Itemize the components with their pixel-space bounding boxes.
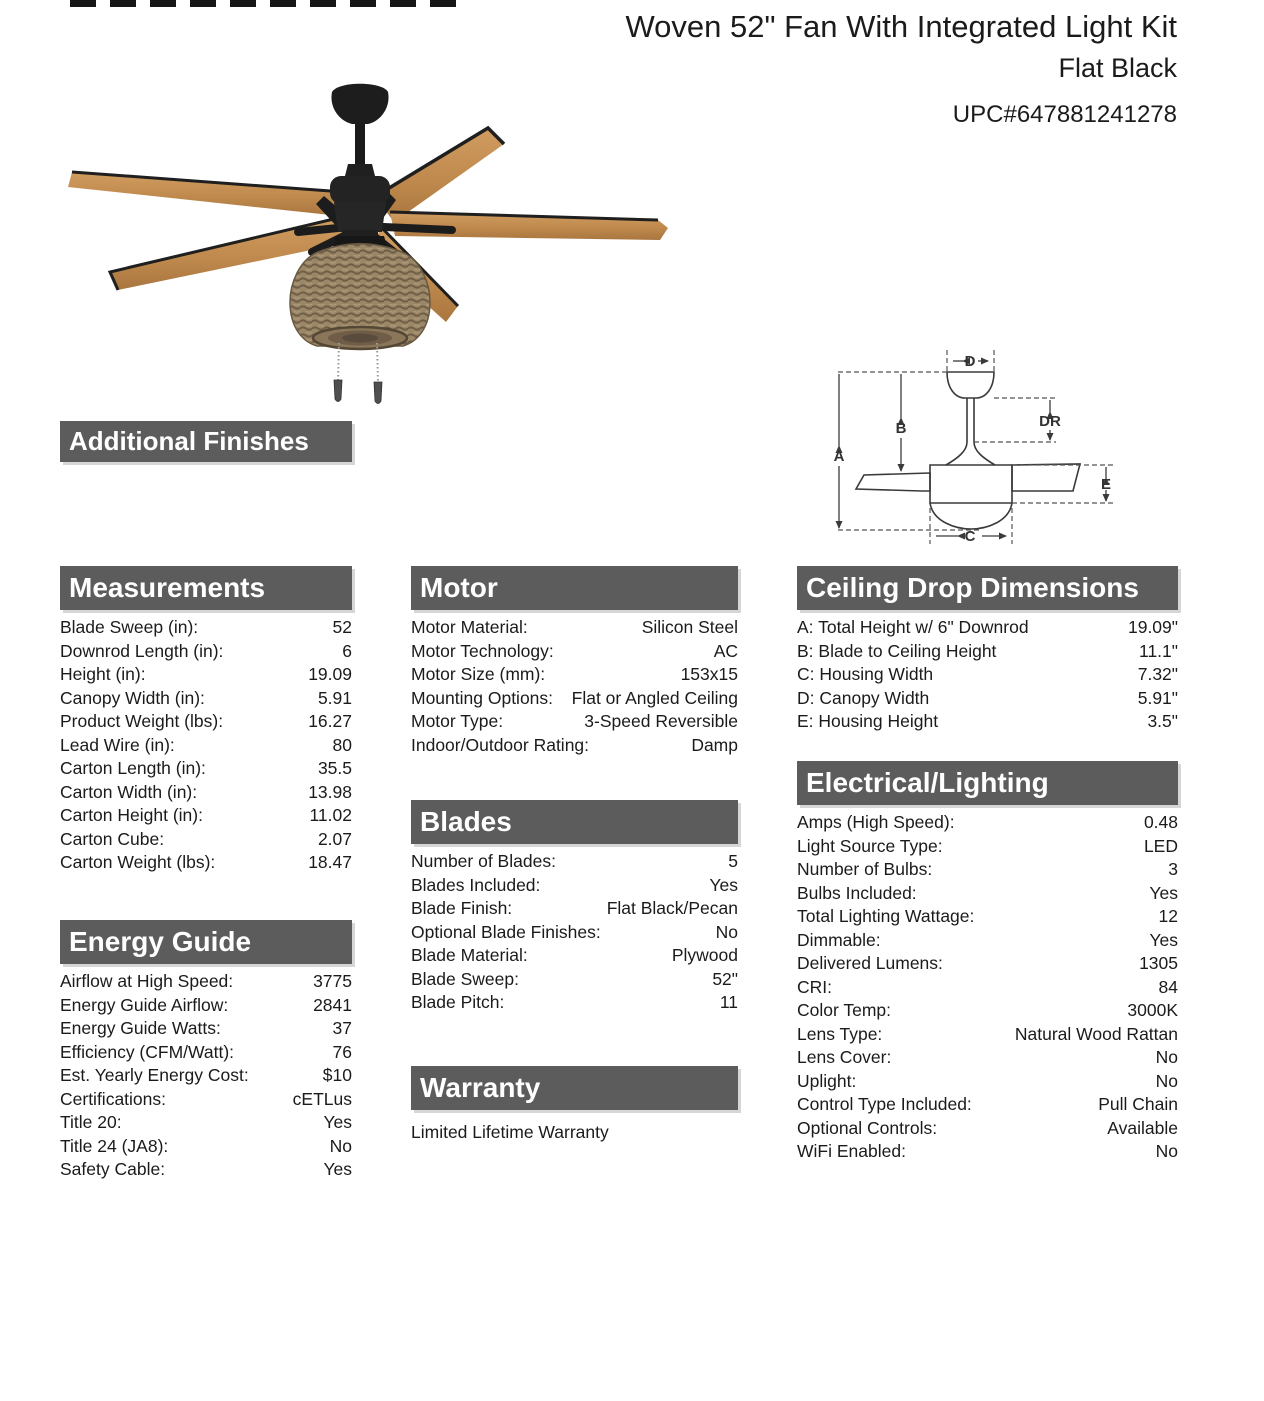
spec-label: Canopy Width (in): — [60, 687, 205, 708]
spec-label: Carton Weight (lbs): — [60, 852, 216, 872]
spec-row — [797, 687, 1178, 711]
upc-code: UPC#647881241278 — [952, 101, 1177, 128]
dimension-arrows — [839, 361, 1106, 536]
spec-label: Indoor/Outdoor Rating: — [411, 734, 590, 755]
fan-blade-upper-left — [68, 172, 344, 216]
spec-row — [411, 687, 738, 711]
blades-section — [411, 800, 738, 1015]
motor-rows — [411, 610, 738, 757]
spec-label: Total Lighting Wattage: — [797, 906, 975, 926]
spec-label: Height (in): — [60, 664, 146, 684]
spec-row — [797, 952, 1178, 976]
diagram-bottom-dome — [930, 503, 1012, 529]
label-dr: DR — [1039, 413, 1061, 430]
spec-row — [60, 851, 352, 875]
spec-value: No — [1155, 1141, 1178, 1161]
spec-value: 80 — [332, 734, 352, 755]
spec-row — [797, 858, 1178, 882]
spec-value: 7.32" — [1137, 664, 1178, 684]
spec-label: Light Source Type: — [797, 835, 943, 856]
spec-label: Product Weight (lbs): — [60, 711, 224, 731]
dimension-diagram-svg — [822, 338, 1182, 563]
spec-value: 35.5 — [317, 758, 352, 778]
ceiling-drop-rows — [797, 610, 1178, 734]
spec-value: 84 — [1158, 976, 1178, 997]
electrical-lighting-section — [797, 761, 1178, 1164]
energy-guide-section — [60, 920, 352, 1182]
spec-row — [797, 710, 1178, 734]
spec-value: 13.98 — [308, 781, 352, 802]
ceiling-drop-header: Ceiling Drop Dimensions — [797, 566, 1178, 610]
spec-row — [797, 1070, 1178, 1094]
spec-row — [411, 640, 738, 664]
measurements-rows — [60, 610, 352, 875]
additional-finishes-header: Additional Finishes — [60, 421, 352, 462]
label-d: D — [964, 353, 976, 370]
spec-value: Flat Black/Pecan — [606, 898, 738, 918]
spec-row — [411, 734, 738, 758]
diagram-canopy — [947, 372, 994, 398]
spec-label: Amps (High Speed): — [797, 812, 955, 832]
spec-label: D: Canopy Width — [797, 687, 930, 708]
fan-illustration — [60, 80, 680, 410]
spec-value: Silicon Steel — [641, 617, 738, 637]
spec-value: 5.91 — [317, 687, 352, 708]
spec-row — [60, 781, 352, 805]
spec-value: 76 — [332, 1041, 352, 1062]
spec-label: Motor Material: — [411, 617, 528, 637]
spec-row — [60, 710, 352, 734]
spec-label: Control Type Included: — [797, 1094, 972, 1114]
spec-label: Blade Sweep (in): — [60, 617, 199, 637]
label-e: E — [1100, 476, 1112, 493]
fan-outline — [856, 372, 1080, 529]
construction-lines — [838, 350, 1114, 544]
spec-row — [60, 804, 352, 828]
spec-row — [411, 921, 738, 945]
dimension-diagram — [822, 338, 1182, 563]
spec-value: 12 — [1158, 906, 1178, 926]
spec-row — [411, 663, 738, 687]
spec-value: 3-Speed Reversible — [584, 711, 738, 731]
spec-label: B: Blade to Ceiling Height — [797, 640, 997, 661]
spec-value: 3.5" — [1147, 711, 1178, 731]
spec-row — [797, 811, 1178, 835]
spec-label: Blade Sweep: — [411, 968, 519, 989]
spec-row — [411, 850, 738, 874]
spec-value: Available — [1107, 1117, 1178, 1138]
spec-label: Certifications: — [60, 1088, 167, 1109]
spec-row — [797, 999, 1178, 1023]
spec-row — [60, 1017, 352, 1041]
spec-row — [411, 710, 738, 734]
spec-row — [797, 882, 1178, 906]
electrical-lighting-header: Electrical/Lighting — [797, 761, 1178, 805]
spec-label: Color Temp: — [797, 1000, 892, 1020]
spec-row — [60, 1041, 352, 1065]
spec-row — [60, 757, 352, 781]
energy-guide-header: Energy Guide — [60, 920, 352, 964]
diagram-housing — [930, 465, 1012, 503]
spec-value: Yes — [1149, 882, 1178, 903]
spec-row — [60, 663, 352, 687]
spec-label: Energy Guide Airflow: — [60, 994, 229, 1015]
page-title: Woven 52" Fan With Integrated Light Kit — [625, 9, 1177, 44]
spec-value: No — [329, 1135, 352, 1156]
spec-label: Downrod Length (in): — [60, 640, 224, 661]
spec-value: 19.09 — [308, 664, 352, 684]
motor-section — [411, 566, 738, 757]
spec-label: E: Housing Height — [797, 711, 939, 731]
spec-value: 18.47 — [308, 852, 352, 872]
spec-label: Title 24 (JA8): — [60, 1135, 169, 1156]
spec-row — [797, 905, 1178, 929]
shade-bottom-center — [342, 334, 378, 343]
spec-value: Natural Wood Rattan — [1014, 1023, 1178, 1044]
spec-row — [60, 1158, 352, 1182]
spec-label: Carton Length (in): — [60, 758, 206, 778]
spec-label: Motor Type: — [411, 711, 504, 731]
spec-value: cETLus — [292, 1088, 352, 1109]
spec-label: Est. Yearly Energy Cost: — [60, 1065, 249, 1085]
spec-value: 11.02 — [309, 805, 352, 825]
spec-value: Pull Chain — [1098, 1094, 1178, 1114]
spec-value: 16.27 — [308, 711, 352, 731]
spec-value: 5.91" — [1137, 687, 1178, 708]
spec-label: WiFi Enabled: — [797, 1141, 906, 1161]
warranty-header: Warranty — [411, 1066, 738, 1110]
downrod — [355, 122, 365, 166]
label-c: C — [964, 528, 976, 545]
spec-value: Flat or Angled Ceiling — [571, 687, 738, 708]
electrical-lighting-rows — [797, 805, 1178, 1164]
spec-row — [60, 1088, 352, 1112]
spec-value: 2841 — [313, 994, 352, 1015]
spec-value: 37 — [332, 1018, 352, 1038]
fan-product-image — [60, 80, 680, 410]
spec-label: Carton Cube: — [60, 828, 165, 849]
spec-row — [797, 1023, 1178, 1047]
spec-row — [60, 1111, 352, 1135]
spec-row — [797, 640, 1178, 664]
spec-value: LED — [1143, 835, 1178, 856]
spec-row — [60, 616, 352, 640]
spec-row — [60, 970, 352, 994]
spec-label: Safety Cable: — [60, 1159, 166, 1179]
spec-value: 52 — [332, 617, 352, 637]
motor-header: Motor — [411, 566, 738, 610]
spec-row — [797, 1140, 1178, 1164]
spec-label: Carton Width (in): — [60, 781, 198, 802]
blades-header: Blades — [411, 800, 738, 844]
motor-body — [334, 202, 386, 232]
spec-value: 0.48 — [1143, 812, 1178, 832]
measurements-header: Measurements — [60, 566, 352, 610]
spec-label: CRI: — [797, 976, 832, 997]
title-block — [625, 8, 1177, 130]
spec-label: Mounting Options: — [411, 687, 554, 708]
spec-value: 52" — [712, 968, 738, 989]
spec-row — [797, 1117, 1178, 1141]
spec-label: Number of Bulbs: — [797, 859, 933, 879]
diagram-right-blade — [1012, 464, 1080, 491]
fan-blade-upper-right — [376, 128, 504, 222]
spec-value: 2.07 — [317, 828, 352, 849]
spec-value: Yes — [1149, 929, 1178, 950]
spec-label: A: Total Height w/ 6" Downrod — [797, 617, 1029, 637]
spec-value: 3000K — [1127, 1000, 1178, 1020]
spec-row — [797, 835, 1178, 859]
spec-label: Optional Controls: — [797, 1117, 938, 1138]
spec-label: Number of Blades: — [411, 851, 556, 871]
spec-row — [797, 663, 1178, 687]
spec-row — [411, 944, 738, 968]
chain-pull-right — [374, 382, 382, 404]
spec-label: Airflow at High Speed: — [60, 971, 234, 991]
spec-label: Delivered Lumens: — [797, 953, 943, 973]
spec-row — [60, 994, 352, 1018]
spec-value: 6 — [342, 640, 352, 661]
motor-hub — [330, 176, 390, 204]
warranty-section — [411, 1066, 738, 1144]
spec-row — [60, 828, 352, 852]
spec-label: Motor Size (mm): — [411, 664, 546, 684]
pull-chains — [334, 343, 382, 404]
spec-value: Yes — [323, 1159, 352, 1179]
dimension-labels — [834, 353, 1111, 545]
spec-row — [411, 968, 738, 992]
label-a: A — [833, 448, 845, 465]
spec-row — [411, 897, 738, 921]
spec-label: Bulbs Included: — [797, 882, 917, 903]
spec-label: Lens Type: — [797, 1023, 883, 1044]
spec-row — [60, 687, 352, 711]
spec-label: Energy Guide Watts: — [60, 1018, 221, 1038]
spec-label: Title 20: — [60, 1112, 122, 1132]
chain-pull-left — [334, 380, 342, 402]
spec-value: 11 — [719, 992, 738, 1012]
label-b: B — [895, 420, 907, 437]
spec-row — [411, 616, 738, 640]
energy-guide-rows — [60, 964, 352, 1182]
spec-value: 3 — [1168, 859, 1178, 879]
finish-name: Flat Black — [1058, 53, 1177, 83]
spec-label: Carton Height (in): — [60, 805, 203, 825]
spec-row — [60, 1135, 352, 1159]
spec-label: Dimmable: — [797, 929, 881, 950]
spec-label: C: Housing Width — [797, 664, 934, 684]
spec-row — [60, 640, 352, 664]
spec-label: Optional Blade Finishes: — [411, 921, 601, 942]
spec-label: Blade Finish: — [411, 898, 513, 918]
ceiling-drop-section — [797, 566, 1178, 734]
spec-value: $10 — [322, 1065, 352, 1085]
spec-row — [60, 734, 352, 758]
spec-label: Blade Pitch: — [411, 992, 505, 1012]
blades-rows — [411, 844, 738, 1015]
spec-label: Efficiency (CFM/Watt): — [60, 1041, 235, 1062]
spec-row — [797, 976, 1178, 1000]
spec-label: Lens Cover: — [797, 1047, 892, 1067]
spec-value: No — [715, 921, 738, 942]
spec-value: No — [1155, 1047, 1178, 1067]
clipped-brand-text — [70, 0, 462, 7]
spec-row — [797, 616, 1178, 640]
spec-label: Lead Wire (in): — [60, 734, 175, 755]
measurements-section — [60, 566, 352, 875]
spec-label: Motor Technology: — [411, 640, 554, 661]
spec-label: Blades Included: — [411, 874, 541, 895]
spec-label: Uplight: — [797, 1070, 857, 1091]
spec-label: Blade Material: — [411, 945, 528, 965]
spec-row — [797, 1046, 1178, 1070]
diagram-bell — [946, 442, 995, 465]
spec-value: 153x15 — [680, 664, 738, 684]
spec-row — [797, 1093, 1178, 1117]
spec-row — [411, 874, 738, 898]
spec-value: Yes — [709, 874, 738, 895]
spec-value: 3775 — [313, 971, 352, 991]
diagram-left-blade — [856, 473, 930, 491]
fan-mount — [330, 84, 390, 242]
spec-row — [411, 991, 738, 1015]
spec-value: Plywood — [671, 945, 738, 965]
spec-value: Yes — [323, 1112, 352, 1132]
spec-value: No — [1155, 1070, 1178, 1091]
spec-row — [60, 1064, 352, 1088]
spec-value: AC — [713, 640, 738, 661]
warranty-text: Limited Lifetime Warranty — [411, 1122, 609, 1142]
spec-value: 11.1" — [1139, 640, 1178, 661]
spec-value: 1305 — [1139, 953, 1178, 973]
spec-row — [797, 929, 1178, 953]
spec-value: 19.09" — [1127, 617, 1178, 637]
spec-value: Damp — [691, 734, 738, 755]
spec-value: 5 — [728, 851, 738, 871]
canopy — [331, 84, 388, 124]
